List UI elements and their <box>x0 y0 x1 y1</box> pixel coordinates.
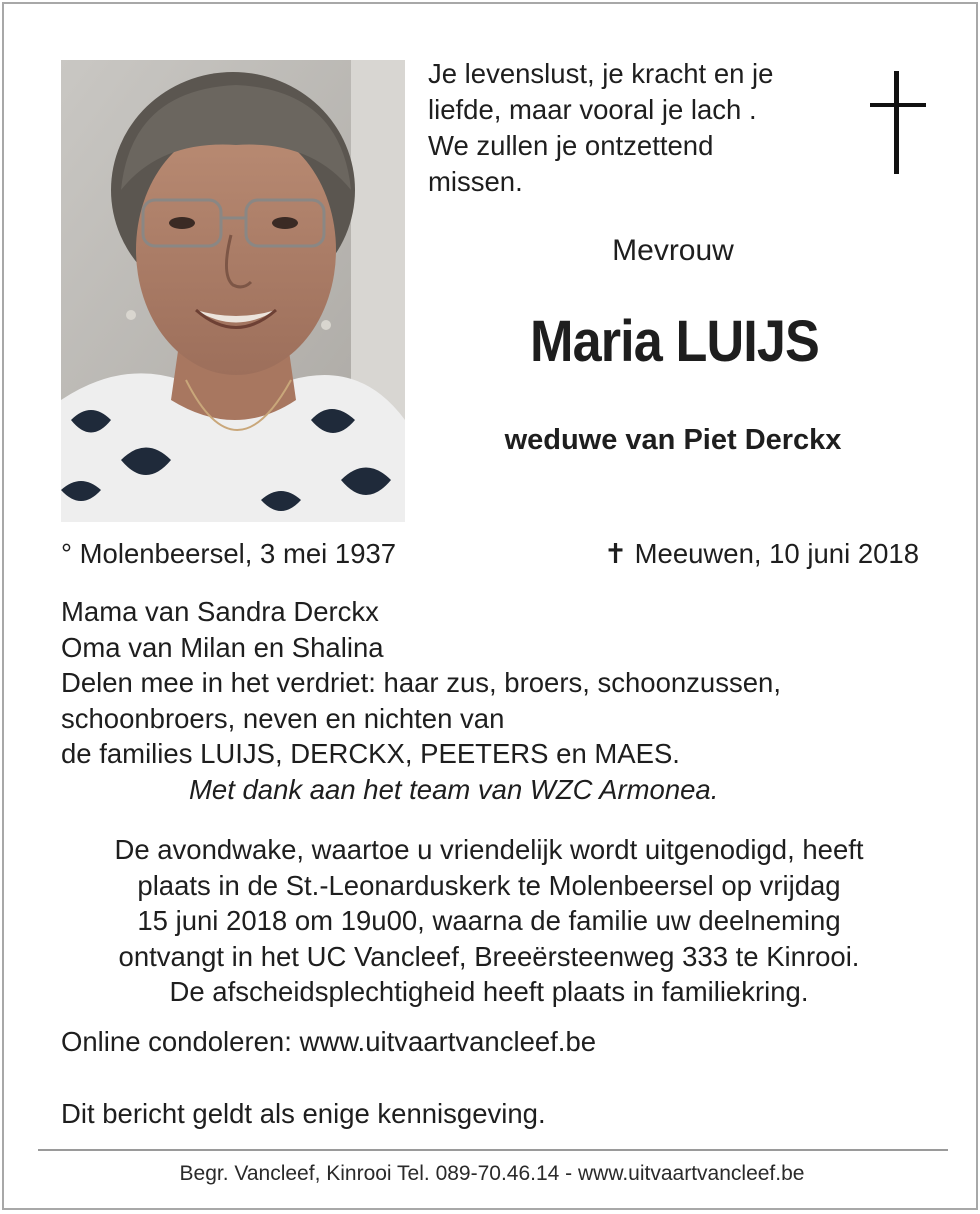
deceased-name: Maria LUIJS <box>530 309 819 374</box>
birth-date: ° Molenbeersel, 3 mei 1937 <box>61 538 397 569</box>
funeral-home-footer: Begr. Vancleef, Kinrooi Tel. 089-70.46.14 - www.uitvaartvancleef.be <box>179 1162 805 1185</box>
vigil-announcement <box>44 832 934 1010</box>
sole-notice: Dit bericht geldt als enige kennisgeving. <box>61 1098 546 1129</box>
family-line: Mama van Sandra Derckx <box>61 596 379 627</box>
verse-line: liefde, maar vooral je lach . <box>428 94 757 125</box>
footer-divider <box>38 1149 948 1151</box>
death-date: ✝ Meeuwen, 10 juni 2018 <box>603 538 919 569</box>
verse-line: Je levenslust, je kracht en je <box>428 58 774 89</box>
verse-line: missen. <box>428 166 523 197</box>
vigil-line: ontvangt in het UC Vancleef, Breeërsteenweg 333 te Kinrooi. <box>118 940 860 972</box>
vigil-line: 15 juni 2018 om 19u00, waarna de familie uw deelneming <box>137 905 841 936</box>
vigil-line: De afscheidsplechtigheid heeft plaats in familiekring. <box>169 976 809 1007</box>
vigil-line: plaats in de St.-Leonarduskerk te Molenbeersel op vrijdag <box>137 869 841 901</box>
obituary-card <box>2 2 978 1210</box>
family-line: Oma van Milan en Shalina <box>61 631 384 663</box>
portrait-photo <box>61 60 405 522</box>
memorial-verse <box>428 56 848 200</box>
family-line: de families LUIJS, DERCKX, PEETERS en MAES. <box>61 738 680 769</box>
family-line: schoonbroers, neven en nichten van <box>61 702 505 734</box>
salutation: Mevrouw <box>612 234 734 267</box>
latin-cross-icon <box>870 71 926 174</box>
vigil-line: De avondwake, waartoe u vriendelijk wordt uitgenodigd, heeft <box>114 834 864 865</box>
thanks-line: Met dank aan het team van WZC Armonea. <box>189 773 719 805</box>
online-condolence: Online condoleren: www.uitvaartvancleef.be <box>61 1026 597 1057</box>
spouse-line: weduwe van Piet Derckx <box>504 424 842 456</box>
family-line: Delen mee in het verdriet: haar zus, broers, schoonzussen, <box>61 667 781 698</box>
verse-line: We zullen je ontzettend <box>428 130 714 161</box>
family-block <box>61 594 931 807</box>
